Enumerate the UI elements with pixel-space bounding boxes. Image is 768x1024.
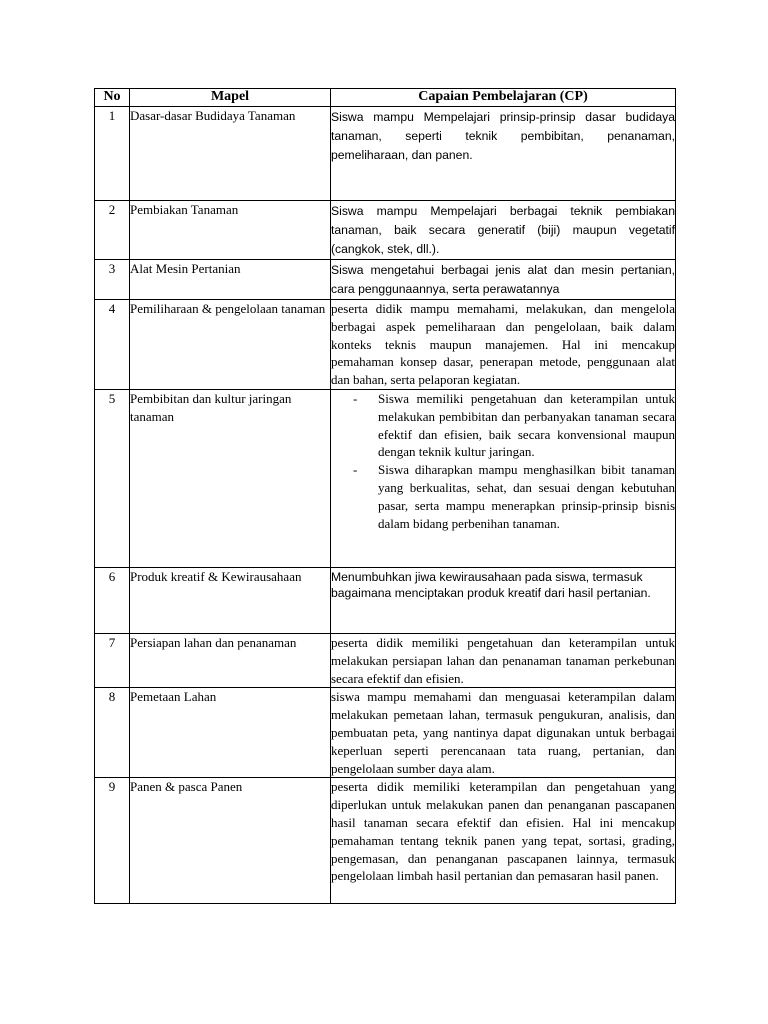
header-cp: Capaian Pembelajaran (CP) [331,89,676,107]
dash-bullet-icon: - [353,390,358,406]
row-no: 3 [95,260,130,300]
row-cp [331,633,676,687]
row-cp-text: Siswa mampu Mempelajari berbagai teknik pembiakan tanaman, baik secara generatif (biji) maupun vegetatif (cangkok, stek, dll.). [331,204,675,256]
row-no: 7 [95,633,130,687]
row-mapel: Pembibitan dan kultur jaringan tanaman [130,389,331,567]
row-mapel: Alat Mesin Pertanian [130,260,331,300]
table-row [95,389,676,567]
row-mapel: Persiapan lahan dan penanaman [130,633,331,687]
row-cp [331,688,676,778]
header-no: No [95,89,130,107]
list-item [353,390,675,461]
row-cp-text: peserta didik memiliki keterampilan dan pengetahuan yang diperlukan untuk melakukan panen dan penanganan pascapanen hasil tanaman secara efektif dan efisien. Hal ini mencakup pemahaman tentang teknik panen yang tepat, sortasi, grading, pengemasan, dan penanganan pascapanen lainnya, termasuk pengelolaan limbah hasil pertanian dan pemasaran hasil panen. [331,779,675,884]
row-no: 5 [95,389,130,567]
row-cp [331,778,676,904]
header-mapel: Mapel [130,89,331,107]
row-cp-text: peserta didik mampu memahami, melakukan, dan mengelola berbagai aspek pemeliharaan dan pengelolaan, baik dalam konteks teknis maupun manajemen. Hal ini mencakup pemahaman konsep dasar, penerapan metode, penggunaan alat dan bahan, serta pelaporan kegiatan. [331,301,675,388]
table-row [95,688,676,778]
row-cp [331,260,676,300]
row-no: 8 [95,688,130,778]
row-cp [331,567,676,633]
list-item [353,461,675,532]
row-cp-text: Menumbuhkan jiwa kewirausahaan pada siswa, termasuk bagaimana menciptakan produk kreatif dari hasil pertanian. [331,569,651,601]
row-cp-text: Siswa mengetahui berbagai jenis alat dan mesin pertanian, cara penggunaannya, serta perawatannya [331,263,675,296]
row-no: 4 [95,300,130,390]
table-row [95,567,676,633]
list-item-text: Siswa memiliki pengetahuan dan keterampilan untuk melakukan pembibitan dan perbanyakan tanaman secara efektif dan efisien, baik secara konvensional maupun dengan teknik kultur jaringan. [378,390,675,460]
dash-bullet-icon: - [353,462,358,478]
row-mapel: Produk kreatif & Kewirausahaan [130,567,331,633]
row-cp-text: peserta didik memiliki pengetahuan dan keterampilan untuk melakukan persiapan lahan dan penanaman tanaman perkebunan secara efektif dan efisien. [331,634,675,686]
row-no: 1 [95,107,130,201]
row-cp [331,300,676,390]
table-row [95,633,676,687]
row-mapel: Pemiliharaan & pengelolaan tanaman [130,300,331,390]
table-row [95,260,676,300]
row-no: 9 [95,778,130,904]
row-cp-text: siswa mampu memahami dan menguasai keterampilan dalam melakukan pemetaan lahan, termasuk pengukuran, analisis, dan pembuatan peta, yang nantinya dapat digunakan untuk berbagai keperluan seperti perencanaan tata ruang, pertanian, dan pengelolaan sumber daya alam. [331,689,675,776]
table-row [95,201,676,260]
header-row [95,89,676,107]
row-mapel: Dasar-dasar Budidaya Tanaman [130,107,331,201]
cp-table [94,88,676,904]
list-item-text: Siswa diharapkan mampu menghasilkan bibit tanaman yang berkualitas, sehat, dan sesuai dengan kebutuhan pasar, serta mampu menerapkan prinsip-prinsip bisnis dalam bidang perbenihan tanaman. [378,462,675,531]
row-mapel: Pembiakan Tanaman [130,201,331,260]
row-mapel: Panen & pasca Panen [130,778,331,904]
row-no: 6 [95,567,130,633]
row-cp-text: Siswa mampu Mempelajari prinsip-prinsip dasar budidaya tanaman, seperti teknik pembibitan, penanaman, pemeliharaan, dan panen. [331,110,675,162]
table-row [95,300,676,390]
row-cp [331,107,676,201]
row-mapel: Pemetaan Lahan [130,688,331,778]
row-no: 2 [95,201,130,260]
table-row [95,778,676,904]
row-cp [331,201,676,260]
cp-bullet-list [331,390,675,532]
row-cp [331,389,676,567]
table-row [95,107,676,201]
